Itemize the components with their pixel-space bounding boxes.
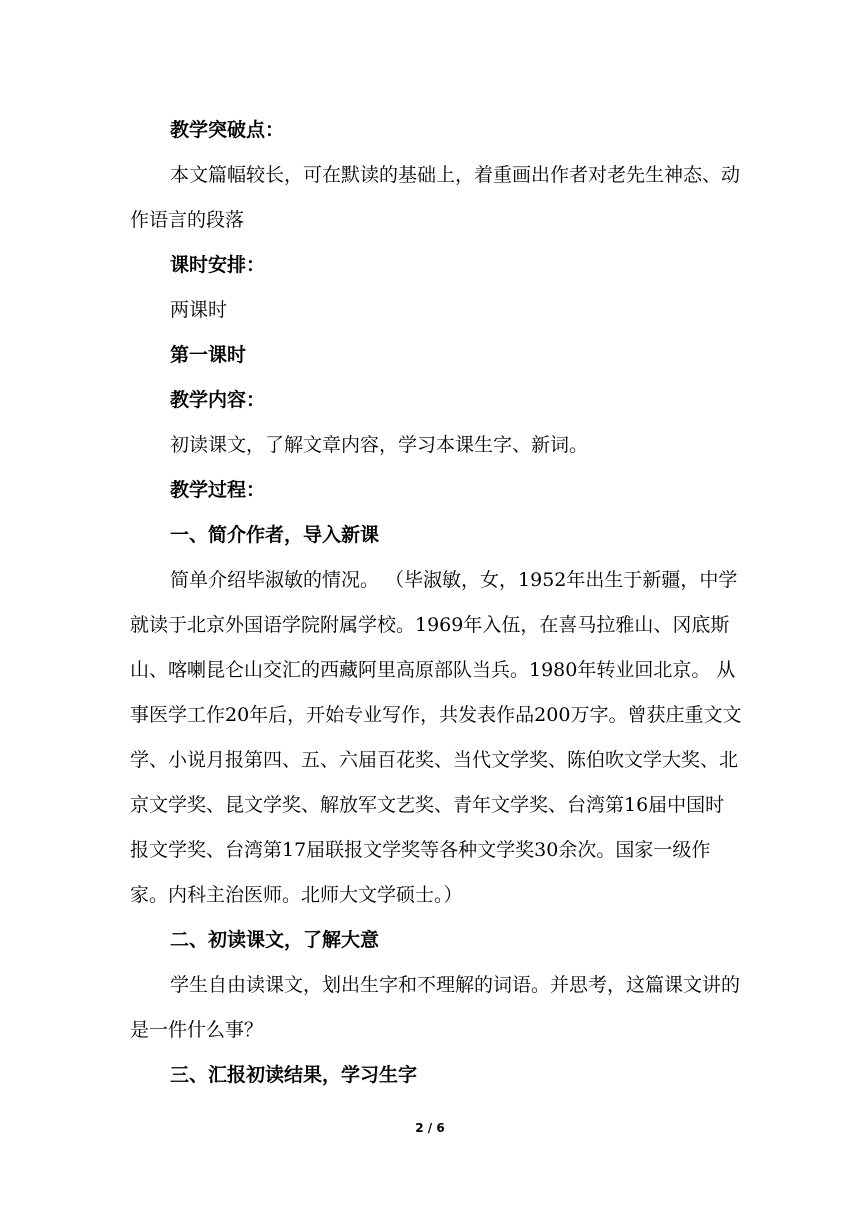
paragraph-teaching-content: 初读课文，了解文章内容，学习本课生字、新词。 bbox=[170, 434, 589, 456]
section-heading-1: 一、简介作者，导入新课 bbox=[170, 524, 380, 546]
paragraph-schedule-detail: 两课时 bbox=[170, 299, 228, 321]
heading-first-lesson: 第一课时 bbox=[170, 344, 247, 366]
section-heading-3: 三、汇报初读结果，学习生字 bbox=[170, 1064, 418, 1086]
paragraph-author-intro: 简单介绍毕淑敏的情况。 （毕淑敏，女，1952年出生于新疆，中学就读于北京外国语学院附属学校。1969年入伍，在喜马拉雅山、冈底斯山、喀喇昆仑山交汇的西藏阿里高原部队当兵。1980年转业回北京。 从事医学工作20年后，开始专业写作，共发表作品200万字。曾获庄重文文学、小说月报第四、五、六届百花奖、当代文学奖、陈伯吹文学大奖、北京文学奖、昆文学奖、解放军文艺奖、青年文学奖、台湾第16届中国时报文学奖、台湾第17届联报文学奖等各种文学奖30余次。国家一级作家。内科主治医师。北师大文学硕士。） bbox=[130, 569, 742, 906]
page-number: 2 / 6 bbox=[415, 1121, 445, 1135]
paragraph-breakthrough-detail: 本文篇幅较长，可在默读的基础上，着重画出作者对老先生神态、动作语言的段落 bbox=[130, 164, 741, 231]
section-heading-2: 二、初读课文，了解大意 bbox=[170, 929, 380, 951]
heading-teaching-content: 教学内容： bbox=[170, 389, 266, 411]
document-body bbox=[130, 108, 742, 1098]
paragraph-first-reading: 学生自由读课文，划出生字和不理解的词语。并思考，这篇课文讲的是一件什么事？ bbox=[130, 974, 741, 1041]
heading-teaching-process: 教学过程： bbox=[170, 479, 266, 501]
heading-teaching-breakthrough: 教学突破点： bbox=[170, 119, 285, 141]
heading-schedule: 课时安排： bbox=[170, 254, 266, 276]
